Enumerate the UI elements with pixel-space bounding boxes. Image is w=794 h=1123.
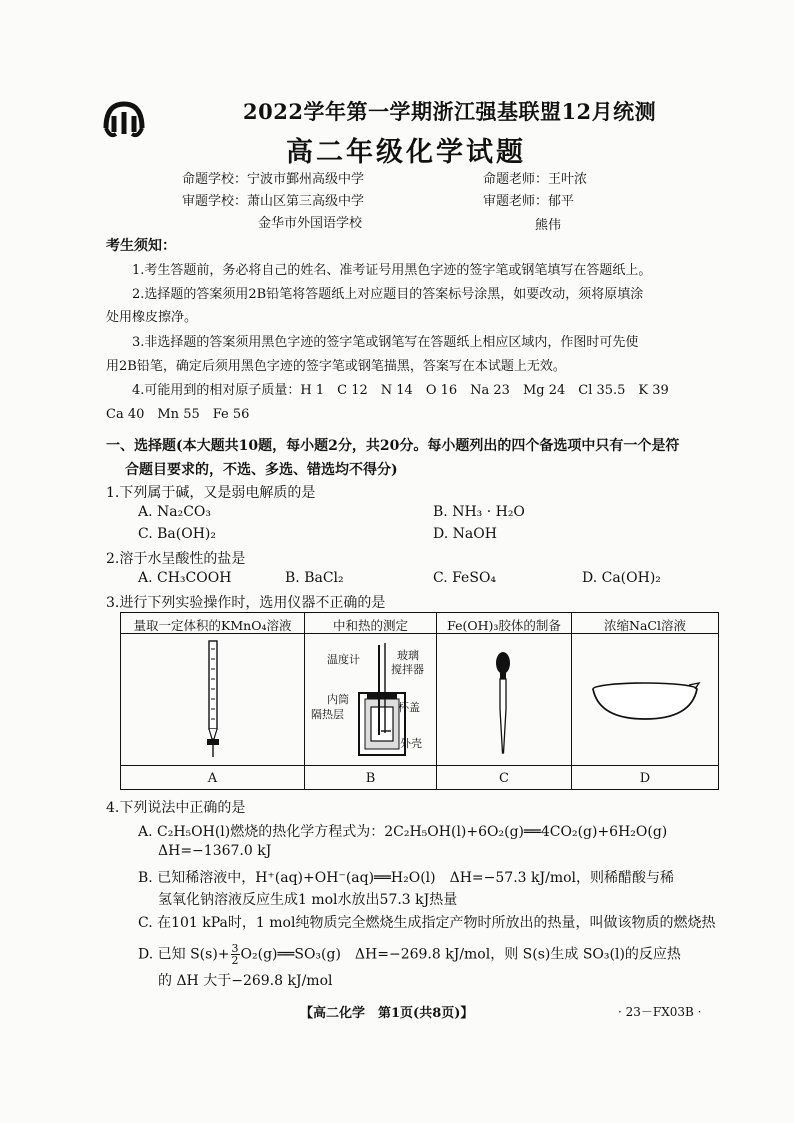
section-heading: 合题目要求的，不选、多选、错选均不得分) [125, 462, 398, 478]
option-c: C. Ba(OH)₂ [138, 526, 216, 542]
notice-item: Ca 40 Mn 55 Fe 56 [106, 407, 250, 422]
proposer-school: 命题学校：宁波市鄞州高级中学 [182, 172, 365, 187]
proposer-teacher: 命题老师：王叶浓 [483, 172, 588, 187]
notice-item: 4.可能用到的相对原子质量：H 1 C 12 N 14 O 16 Na 23 Mg 24 Cl 35.5 K 39 [132, 383, 669, 398]
question-stem: 4.下列说法中正确的是 [106, 800, 246, 816]
notice-item: 3.非选择题的答案须用黑色字迹的签字笔或钢笔写在答题纸上相应区域内，作图时可先使 [132, 335, 639, 350]
notice-heading: 考生须知： [106, 238, 176, 254]
shell-label: 外壳 [400, 737, 422, 750]
option-a: A. Na₂CO₃ [138, 504, 212, 520]
inner-cup-label: 内筒 [327, 693, 349, 706]
option-c: C. 在101 kPa时，1 mol纯物质完全燃烧生成指定产物时所放出的热量，叫做该物质的燃烧热 [138, 915, 716, 931]
option-letter: A [207, 771, 218, 786]
notice-item: 2.选择题的答案须用2B铅笔将答题纸上对应题目的答案标号涂黑，如要改动，须将原填涂 [132, 287, 644, 302]
apparatus-table [120, 612, 719, 790]
table-header: 浓缩NaCl溶液 [604, 618, 686, 633]
option-a-cont: ΔH=−1367.0 kJ [158, 843, 272, 859]
lid-label: 杯盖 [398, 701, 420, 714]
evaporating-dish-illustration [589, 679, 701, 723]
reviewer-teacher: 审题老师：郁平 [483, 194, 575, 209]
burette-illustration [201, 639, 225, 761]
option-c: C. FeSO₄ [433, 570, 497, 586]
option-b: B. NH₃ · H₂O [433, 504, 525, 520]
table-header: 量取一定体积的KMnO₄溶液 [133, 618, 292, 633]
option-d: D. NaOH [433, 526, 497, 542]
table-header: 中和热的测定 [332, 618, 408, 633]
option-d: D. Ca(OH)₂ [582, 570, 661, 586]
fraction-denominator: 2 [231, 954, 239, 967]
fraction-numerator: 3 [231, 942, 239, 955]
option-letter: C [499, 771, 509, 786]
option-letter: B [365, 771, 376, 786]
option-d [138, 943, 681, 966]
question-stem: 1.下列属于碱，又是弱电解质的是 [106, 485, 316, 501]
glass-stirrer-label: 搅拌器 [391, 663, 424, 676]
option-a: A. C₂H₅OH(l)燃烧的热化学方程式为：2C₂H₅OH(l)+6O₂(g)══4CO₂(g)+6H₂O(g) [138, 824, 668, 840]
fraction [231, 943, 240, 966]
option-b-cont: 氢氧化钠溶液反应生成1 mol水放出57.3 kJ热量 [158, 892, 458, 908]
table-header: Fe(OH)₃胶体的制备 [447, 618, 561, 633]
question-stem: 3.进行下列实验操作时，选用仪器不正确的是 [106, 595, 386, 611]
notice-item: 用2B铅笔，确定后须用黑色字迹的签字笔或钢笔描黑，答案写在本试题上无效。 [106, 359, 566, 374]
exam-subtitle: 高二年级化学试题 [286, 137, 526, 168]
insulation-label: 隔热层 [311, 708, 344, 721]
option-d-cont: 的 ΔH 大于−269.8 kJ/mol [158, 973, 333, 989]
question-stem: 2.溶于水呈酸性的盐是 [106, 551, 246, 567]
reviewer-teacher-2: 熊伟 [535, 218, 562, 233]
option-d-prefix: D. 已知 S(s)+ [138, 946, 230, 963]
reviewer-school-2: 金华市外国语学校 [258, 216, 363, 231]
exam-title: 2022学年第一学期浙江强基联盟12月统测 [243, 99, 657, 124]
option-b: B. 已知稀溶液中，H⁺(aq)+OH⁻(aq)══H₂O(l) ΔH=−57.3 kJ/mol，则稀醋酸与稀 [138, 870, 675, 886]
page-footer: 【高二化学 第1页(共8页)】 [300, 1006, 474, 1021]
notice-item: 处用橡皮擦净。 [106, 310, 198, 325]
exam-code: · 23－FX03B · [618, 1005, 702, 1019]
glass-stirrer-label: 玻璃 [397, 649, 419, 662]
reviewer-school: 审题学校：萧山区第三高级中学 [182, 194, 365, 209]
thermometer-label: 温度计 [327, 653, 360, 666]
option-b: B. BaCl₂ [285, 570, 344, 586]
option-letter: D [639, 771, 651, 786]
option-d-rest: O₂(g)══SO₃(g) ΔH=−269.8 kJ/mol，则 S(s)生成 SO₃(l)的反应热 [240, 946, 681, 963]
alliance-logo [100, 98, 148, 142]
dropper-illustration [491, 649, 515, 759]
notice-item: 1.考生答题前，务必将自己的姓名、准考证号用黑色字迹的签字笔或钢笔填写在答题纸上。 [132, 263, 652, 278]
option-a: A. CH₃COOH [138, 570, 232, 586]
section-heading: 一、选择题(本大题共10题，每小题2分，共20分。每小题列出的四个备选项中只有一个是符 [106, 438, 680, 454]
